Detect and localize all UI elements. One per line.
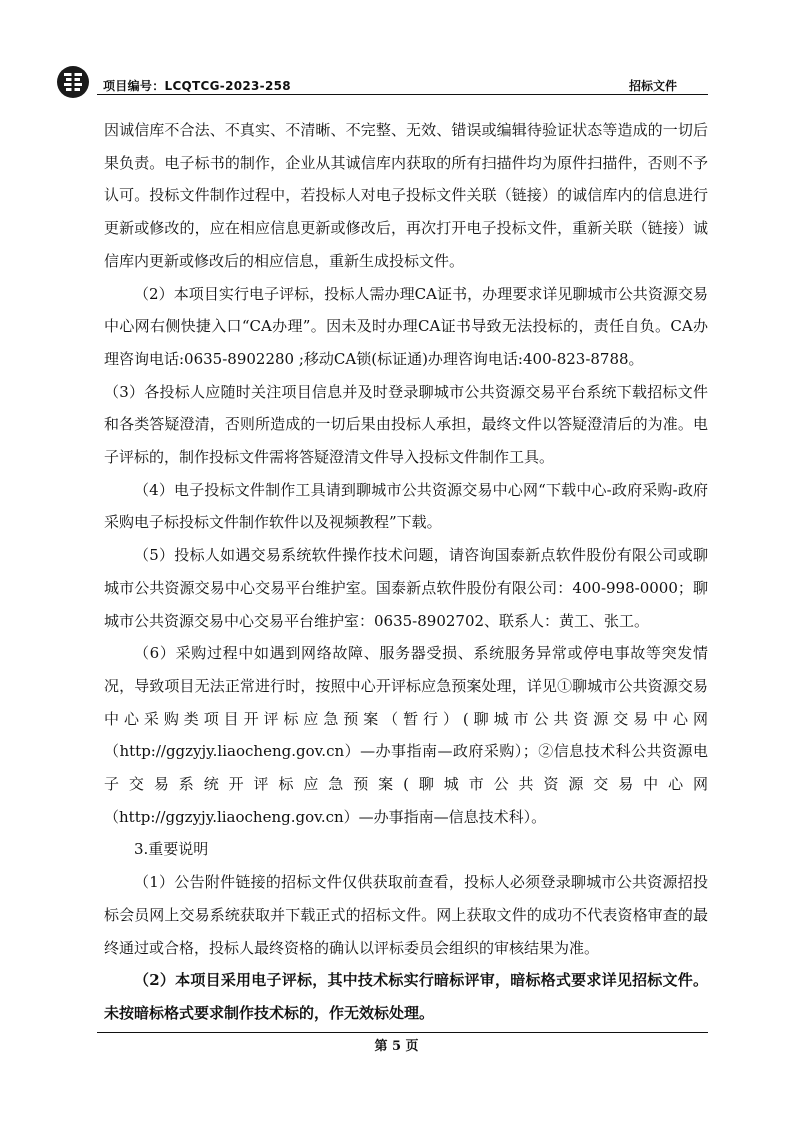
paragraph-tech-support: （5）投标人如遇交易系统软件操作技术问题，请咨询国泰新点软件股份有限公司或聊城市公共资源交易中心交易平台维护室。国泰新点软件股份有限公司：400-998-0000；聊城市公共资源交易中心交易平台维护室：0635-8902702、联系人：黄工、张工。: [104, 546, 708, 630]
document-type: 招标文件: [628, 79, 677, 93]
paragraph-attachment-notice: （1）公告附件链接的招标文件仅供获取前查看，投标人必须登录聊城市公共资源招投标会员网上交易系统获取并下载正式的招标文件。网上获取文件的成功不代表资格审查的最终通过或合格，投标人最终资格的确认以评标委员会组织的审核结果为准。: [104, 873, 708, 957]
paragraph-blind-bid-notice: （2）本项目采用电子评标，其中技术标实行暗标评审，暗标格式要求详见招标文件。未按暗标格式要求制作技术标的，作无效标处理。: [104, 971, 708, 1022]
paragraph-tool-download: （4）电子投标文件制作工具请到聊城市公共资源交易中心网“下载中心-政府采购-政府采购电子标投标文件制作软件以及视频教程”下载。: [104, 480, 708, 532]
footer-divider: [97, 1032, 708, 1033]
public-resource-emblem-icon: [55, 64, 91, 100]
project-number: 项目编号：LCQTCG-2023-258: [103, 79, 291, 93]
document-body: [104, 114, 708, 1030]
paragraph-emergency-plan: （6）采购过程中如遇到网络故障、服务器受损、系统服务异常或停电事故等突发情况，导致项目无法正常进行时，按照中心开评标应急预案处理，详见①聊城市公共资源交易中心采购类项目开评标应急预案（暂行）(聊城市公共资源交易中心网（http://ggzyjy.liaocheng.gov.cn）—办事指南—政府采购）；②信息技术科公共资源电子交易系统开评标应急预案(聊城市公共资源交易中心网（http://ggzyjy.liaocheng.gov.cn）—办事指南—信息技术科）。: [104, 644, 708, 826]
section-heading-important-notes: 3.重要说明: [134, 840, 209, 859]
header-divider: [97, 94, 708, 95]
paragraph-credit-library: 因诚信库不合法、不真实、不清晰、不完整、无效、错误或编辑待验证状态等造成的一切后果负责。电子标书的制作，企业从其诚信库内获取的所有扫描件均为原件扫描件，否则不予认可。投标文件制作过程中，若投标人对电子投标文件关联（链接）的诚信库内的信息进行更新或修改的，应在相应信息更新或修改后，再次打开电子投标文件，重新关联（链接）诚信库内更新或修改后的相应信息，重新生成投标文件。: [104, 121, 708, 270]
paragraph-clarifications: （3）各投标人应随时关注项目信息并及时登录聊城市公共资源交易平台系统下载招标文件和各类答疑澄清，否则所造成的一切后果由投标人承担，最终文件以答疑澄清后的为准。电子评标的，制作投标文件需将答疑澄清文件导入投标文件制作工具。: [104, 382, 708, 467]
paragraph-ca-certificate: （2）本项目实行电子评标，投标人需办理CA证书，办理要求详见聊城市公共资源交易中心网右侧快捷入口“CA办理”。因未及时办理CA证书导致无法投标的，责任自负。CA办理咨询电话:0635-8902280 ;移动CA锁(标证通)办理咨询电话:400-823-8788。: [104, 284, 708, 368]
page-header: [0, 0, 793, 100]
page-number: 第 5 页: [374, 1039, 419, 1054]
